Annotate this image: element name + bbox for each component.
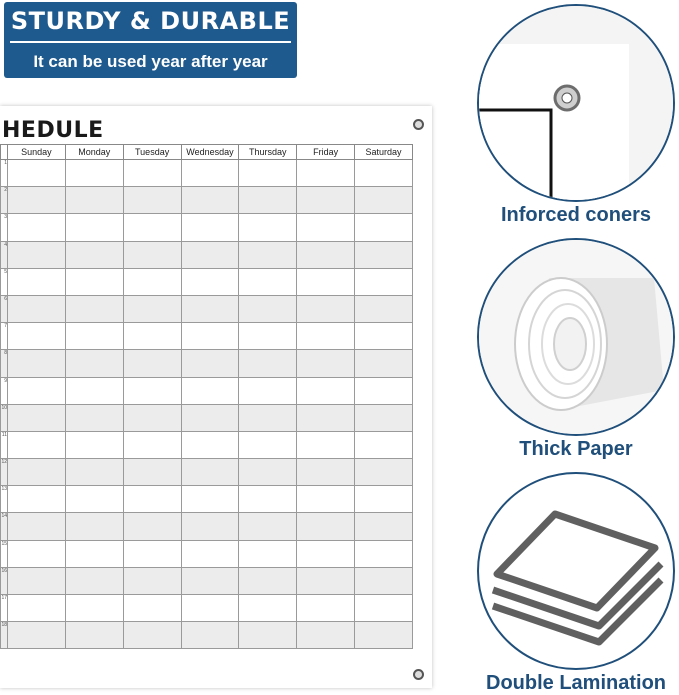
schedule-cell[interactable] bbox=[239, 540, 297, 567]
schedule-cell[interactable] bbox=[181, 622, 239, 649]
schedule-cell[interactable] bbox=[123, 295, 181, 322]
schedule-cell[interactable] bbox=[239, 323, 297, 350]
schedule-cell[interactable] bbox=[355, 323, 413, 350]
schedule-cell[interactable] bbox=[355, 404, 413, 431]
schedule-cell[interactable] bbox=[239, 513, 297, 540]
feature-thick-paper bbox=[477, 238, 675, 461]
schedule-cell[interactable] bbox=[8, 323, 66, 350]
row-index: 11 bbox=[1, 431, 8, 458]
row-index: 12 bbox=[1, 459, 8, 486]
schedule-cell[interactable] bbox=[297, 350, 355, 377]
table-row bbox=[1, 268, 413, 295]
table-row bbox=[1, 160, 413, 187]
table-row bbox=[1, 459, 413, 486]
schedule-cell[interactable] bbox=[355, 241, 413, 268]
schedule-cell[interactable] bbox=[65, 622, 123, 649]
schedule-cell[interactable] bbox=[181, 160, 239, 187]
feature-caption: Inforced coners bbox=[500, 204, 652, 226]
schedule-cell[interactable] bbox=[239, 486, 297, 513]
schedule-cell[interactable] bbox=[355, 486, 413, 513]
schedule-cell[interactable] bbox=[181, 459, 239, 486]
row-index-header bbox=[1, 145, 8, 160]
paper-circle bbox=[477, 238, 675, 436]
schedule-cell[interactable] bbox=[8, 241, 66, 268]
schedule-cell[interactable] bbox=[297, 295, 355, 322]
schedule-cell[interactable] bbox=[8, 295, 66, 322]
schedule-cell[interactable] bbox=[239, 595, 297, 622]
corner-circle bbox=[477, 4, 675, 202]
feature-caption: Thick Paper bbox=[519, 438, 633, 460]
schedule-cell[interactable] bbox=[65, 404, 123, 431]
schedule-cell[interactable] bbox=[8, 567, 66, 594]
schedule-cell[interactable] bbox=[65, 567, 123, 594]
schedule-cell[interactable] bbox=[65, 160, 123, 187]
table-row bbox=[1, 323, 413, 350]
schedule-cell[interactable] bbox=[297, 595, 355, 622]
row-index: 18 bbox=[1, 622, 8, 649]
paper-roll-icon bbox=[479, 240, 673, 434]
schedule-cell[interactable] bbox=[181, 567, 239, 594]
schedule-cell[interactable] bbox=[8, 404, 66, 431]
schedule-cell[interactable] bbox=[355, 540, 413, 567]
row-index: 5 bbox=[1, 268, 8, 295]
schedule-cell[interactable] bbox=[65, 377, 123, 404]
feature-reinforced-corners bbox=[477, 4, 675, 227]
table-row bbox=[1, 350, 413, 377]
schedule-cell[interactable] bbox=[65, 268, 123, 295]
schedule-cell[interactable] bbox=[65, 540, 123, 567]
schedule-cell[interactable] bbox=[297, 459, 355, 486]
row-index: 4 bbox=[1, 241, 8, 268]
banner-title: STURDY & DURABLE bbox=[10, 7, 291, 35]
banner-subtitle: It can be used year after year bbox=[33, 52, 268, 71]
schedule-cell[interactable] bbox=[123, 404, 181, 431]
schedule-cell[interactable] bbox=[355, 214, 413, 241]
schedule-cell[interactable] bbox=[355, 377, 413, 404]
schedule-cell[interactable] bbox=[355, 187, 413, 214]
schedule-cell[interactable] bbox=[8, 486, 66, 513]
schedule-cell[interactable] bbox=[123, 187, 181, 214]
schedule-cell[interactable] bbox=[65, 187, 123, 214]
row-index: 16 bbox=[1, 567, 8, 594]
schedule-cell[interactable] bbox=[123, 323, 181, 350]
schedule-cell[interactable] bbox=[297, 404, 355, 431]
schedule-cell[interactable] bbox=[239, 622, 297, 649]
schedule-cell[interactable] bbox=[355, 295, 413, 322]
schedule-cell[interactable] bbox=[181, 214, 239, 241]
schedule-cell[interactable] bbox=[355, 459, 413, 486]
schedule-cell[interactable] bbox=[239, 350, 297, 377]
schedule-cell[interactable] bbox=[181, 404, 239, 431]
day-header-row bbox=[1, 145, 413, 160]
schedule-cell[interactable] bbox=[8, 268, 66, 295]
schedule-cell[interactable] bbox=[297, 431, 355, 458]
row-index: 2 bbox=[1, 187, 8, 214]
day-header-tuesday: Tuesday bbox=[123, 145, 181, 160]
schedule-cell[interactable] bbox=[65, 486, 123, 513]
schedule-cell[interactable] bbox=[65, 241, 123, 268]
schedule-cell[interactable] bbox=[355, 622, 413, 649]
day-header-thursday: Thursday bbox=[239, 145, 297, 160]
grommet-bottom-icon bbox=[413, 669, 424, 680]
table-row bbox=[1, 595, 413, 622]
table-row bbox=[1, 187, 413, 214]
schedule-cell[interactable] bbox=[297, 214, 355, 241]
schedule-grid bbox=[0, 144, 413, 649]
schedule-cell[interactable] bbox=[297, 187, 355, 214]
row-index: 3 bbox=[1, 214, 8, 241]
row-index: 6 bbox=[1, 295, 8, 322]
schedule-cell[interactable] bbox=[297, 160, 355, 187]
schedule-cell[interactable] bbox=[8, 431, 66, 458]
schedule-cell[interactable] bbox=[123, 567, 181, 594]
row-index: 13 bbox=[1, 486, 8, 513]
schedule-cell[interactable] bbox=[123, 459, 181, 486]
row-index: 15 bbox=[1, 540, 8, 567]
layers-circle bbox=[477, 472, 675, 670]
row-index: 7 bbox=[1, 323, 8, 350]
schedule-cell[interactable] bbox=[181, 486, 239, 513]
schedule-cell[interactable] bbox=[239, 431, 297, 458]
table-row bbox=[1, 567, 413, 594]
schedule-cell[interactable] bbox=[181, 431, 239, 458]
schedule-cell[interactable] bbox=[65, 350, 123, 377]
schedule-cell[interactable] bbox=[65, 595, 123, 622]
schedule-cell[interactable] bbox=[123, 622, 181, 649]
table-row bbox=[1, 214, 413, 241]
schedule-cell[interactable] bbox=[181, 350, 239, 377]
schedule-cell[interactable] bbox=[181, 241, 239, 268]
schedule-cell[interactable] bbox=[123, 350, 181, 377]
schedule-board bbox=[0, 106, 432, 688]
grommet-top-icon bbox=[413, 119, 424, 130]
day-header-monday: Monday bbox=[65, 145, 123, 160]
schedule-cell[interactable] bbox=[239, 459, 297, 486]
layers-icon bbox=[479, 474, 673, 668]
schedule-cell[interactable] bbox=[8, 350, 66, 377]
schedule-cell[interactable] bbox=[181, 268, 239, 295]
schedule-cell[interactable] bbox=[239, 295, 297, 322]
schedule-cell[interactable] bbox=[181, 323, 239, 350]
schedule-cell[interactable] bbox=[65, 214, 123, 241]
feature-double-lamination bbox=[477, 472, 675, 695]
schedule-cell[interactable] bbox=[123, 486, 181, 513]
schedule-cell[interactable] bbox=[65, 459, 123, 486]
schedule-cell[interactable] bbox=[123, 214, 181, 241]
schedule-cell[interactable] bbox=[8, 595, 66, 622]
schedule-cell[interactable] bbox=[297, 241, 355, 268]
schedule-cell[interactable] bbox=[8, 214, 66, 241]
schedule-cell[interactable] bbox=[8, 513, 66, 540]
schedule-cell[interactable] bbox=[297, 377, 355, 404]
table-row bbox=[1, 241, 413, 268]
day-header-saturday: Saturday bbox=[355, 145, 413, 160]
banner-divider bbox=[10, 41, 291, 43]
schedule-cell[interactable] bbox=[297, 567, 355, 594]
schedule-cell[interactable] bbox=[297, 540, 355, 567]
schedule-cell[interactable] bbox=[181, 295, 239, 322]
row-index: 14 bbox=[1, 513, 8, 540]
row-index: 9 bbox=[1, 377, 8, 404]
schedule-cell[interactable] bbox=[355, 513, 413, 540]
schedule-cell[interactable] bbox=[181, 187, 239, 214]
schedule-cell[interactable] bbox=[297, 268, 355, 295]
table-row bbox=[1, 377, 413, 404]
schedule-cell[interactable] bbox=[181, 513, 239, 540]
schedule-cell[interactable] bbox=[8, 459, 66, 486]
schedule-cell[interactable] bbox=[355, 268, 413, 295]
schedule-cell[interactable] bbox=[239, 187, 297, 214]
schedule-cell[interactable] bbox=[239, 377, 297, 404]
schedule-cell[interactable] bbox=[181, 595, 239, 622]
schedule-cell[interactable] bbox=[355, 350, 413, 377]
schedule-cell[interactable] bbox=[239, 214, 297, 241]
schedule-cell[interactable] bbox=[355, 567, 413, 594]
schedule-cell[interactable] bbox=[297, 622, 355, 649]
schedule-cell[interactable] bbox=[123, 595, 181, 622]
schedule-cell[interactable] bbox=[8, 622, 66, 649]
day-header-friday: Friday bbox=[297, 145, 355, 160]
table-row bbox=[1, 431, 413, 458]
table-row bbox=[1, 295, 413, 322]
schedule-cell[interactable] bbox=[239, 160, 297, 187]
day-header-sunday: Sunday bbox=[8, 145, 66, 160]
schedule-cell[interactable] bbox=[355, 160, 413, 187]
schedule-cell[interactable] bbox=[65, 431, 123, 458]
schedule-cell[interactable] bbox=[65, 323, 123, 350]
schedule-cell[interactable] bbox=[65, 513, 123, 540]
schedule-cell[interactable] bbox=[239, 567, 297, 594]
schedule-cell[interactable] bbox=[297, 486, 355, 513]
schedule-cell[interactable] bbox=[239, 404, 297, 431]
row-index: 1 bbox=[1, 160, 8, 187]
table-row bbox=[1, 513, 413, 540]
schedule-cell[interactable] bbox=[123, 431, 181, 458]
schedule-cell[interactable] bbox=[297, 513, 355, 540]
table-row bbox=[1, 540, 413, 567]
schedule-cell[interactable] bbox=[181, 540, 239, 567]
row-index: 10 bbox=[1, 404, 8, 431]
schedule-cell[interactable] bbox=[123, 241, 181, 268]
schedule-cell[interactable] bbox=[65, 295, 123, 322]
feature-caption: Double Lamination bbox=[486, 672, 666, 694]
schedule-cell[interactable] bbox=[297, 323, 355, 350]
schedule-cell[interactable] bbox=[8, 187, 66, 214]
row-index: 17 bbox=[1, 595, 8, 622]
table-row bbox=[1, 622, 413, 649]
schedule-cell[interactable] bbox=[239, 268, 297, 295]
schedule-cell[interactable] bbox=[123, 377, 181, 404]
schedule-cell[interactable] bbox=[355, 595, 413, 622]
schedule-cell[interactable] bbox=[123, 540, 181, 567]
schedule-cell[interactable] bbox=[123, 160, 181, 187]
schedule-cell[interactable] bbox=[8, 540, 66, 567]
grommet-corner-icon bbox=[479, 6, 673, 200]
feature-banner bbox=[4, 2, 297, 78]
schedule-cell[interactable] bbox=[181, 377, 239, 404]
schedule-cell[interactable] bbox=[8, 377, 66, 404]
table-row bbox=[1, 486, 413, 513]
schedule-cell[interactable] bbox=[239, 241, 297, 268]
table-row bbox=[1, 404, 413, 431]
schedule-cell[interactable] bbox=[123, 268, 181, 295]
schedule-cell[interactable] bbox=[8, 160, 66, 187]
day-header-wednesday: Wednesday bbox=[181, 145, 239, 160]
row-index: 8 bbox=[1, 350, 8, 377]
schedule-cell[interactable] bbox=[355, 431, 413, 458]
board-heading: HEDULE bbox=[2, 118, 104, 143]
schedule-cell[interactable] bbox=[123, 513, 181, 540]
